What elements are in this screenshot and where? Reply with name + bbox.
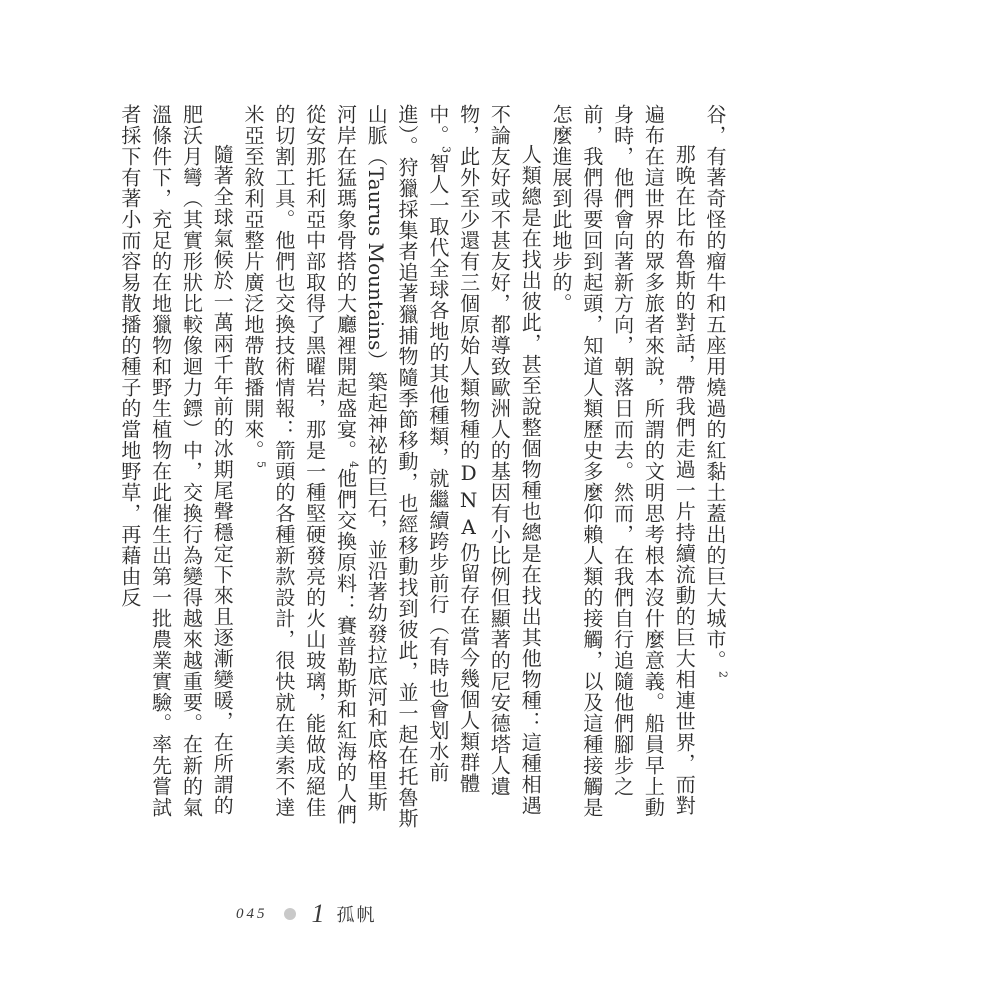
paragraph-4 — [114, 104, 237, 832]
paragraph-3-text-e: 他們交換原料：賽普勒斯和紅海的人們從安那托利亞中部取得了黑曜岩，那是一種堅硬發亮的火山玻璃，能做成絕佳的切割工具。他們也交換技術情報：箭頭的各種新款設計，很快就在美索不達米亞至敘利亞整片廣泛地帶散播開來。 — [241, 104, 358, 825]
paragraph-1-text: 谷，有著奇怪的瘤牛和五座用燒過的紅黏土蓋出的巨大城市。 — [703, 104, 727, 671]
paragraph-2-text: 那晚在比布魯斯的對話，帶我們走過一片持續流動的巨大相連世界，而對遍布在這世界的眾多旅者來說，所謂的文明思考根本沒什麼意義。船員早上動身時，他們會向著新方向，朝落日而去。然而，在我們自行追隨他們腳步之前，我們得要回到起頭，知道人類歷史多麼仰賴人類的接觸，以及這種接觸是怎麼進展到此地步的。 — [549, 104, 697, 818]
latin-term: Taurus Mountains — [364, 167, 389, 351]
paragraph-3-text-c: 智人一取代全球各地的其他種類，就繼續跨步前行（有時也會划水前進）。狩獵採集者追著獵捕物隨季節移動，也經移動找到彼此，並一起在托魯斯山脈（ — [364, 104, 450, 829]
paragraph-3-text-a: 人類總是在找出彼此，甚至說整個物種也總是在找出其他物種：這種相遇不論友好或不甚友好，都導致歐洲人的基因有小比例但顯著的尼安德塔人遺物，此外至少還有三個原始人類物種的 — [456, 104, 543, 816]
footnote-mark-5: 5 — [254, 461, 268, 468]
paragraph-3 — [237, 104, 545, 832]
chapter-number: 1 — [311, 899, 325, 928]
paragraph-3-text-d: ）築起神祕的巨石，並沿著幼發拉底河和底格里斯河岸在猛瑪象骨搭的大廳裡開起盛宴。 — [333, 104, 389, 813]
paragraph-1 — [699, 104, 730, 832]
footer-dot-icon — [284, 908, 296, 920]
paragraph-2 — [545, 104, 699, 832]
dna-abbreviation: DNA — [456, 461, 481, 542]
footnote-mark-4: 4 — [347, 461, 361, 468]
paragraph-3-text-b: 仍留存在當今幾個人類群體中。 — [425, 104, 481, 794]
chapter-title: 孤帆 — [336, 905, 377, 926]
paragraph-4-text: 隨著全球氣候於一萬兩千年前的冰期尾聲穩定下來且逐漸變暖，在所謂的肥沃月彎（其實形狀比較像迴力鏢）中，交換行為變得越來越重要。在新的氣溫條件下，充足的在地獵物和野生植物在此催生出第一批農業實驗。率先嘗試者採下有著小而容易散播的種子的當地野草，再藉由反 — [117, 104, 235, 818]
page-number: 045 — [236, 905, 268, 922]
vertical-body-text — [117, 104, 730, 832]
footnote-mark-3: 3 — [439, 146, 453, 153]
footnote-mark-2: 2 — [716, 671, 730, 678]
page-footer — [236, 900, 377, 928]
